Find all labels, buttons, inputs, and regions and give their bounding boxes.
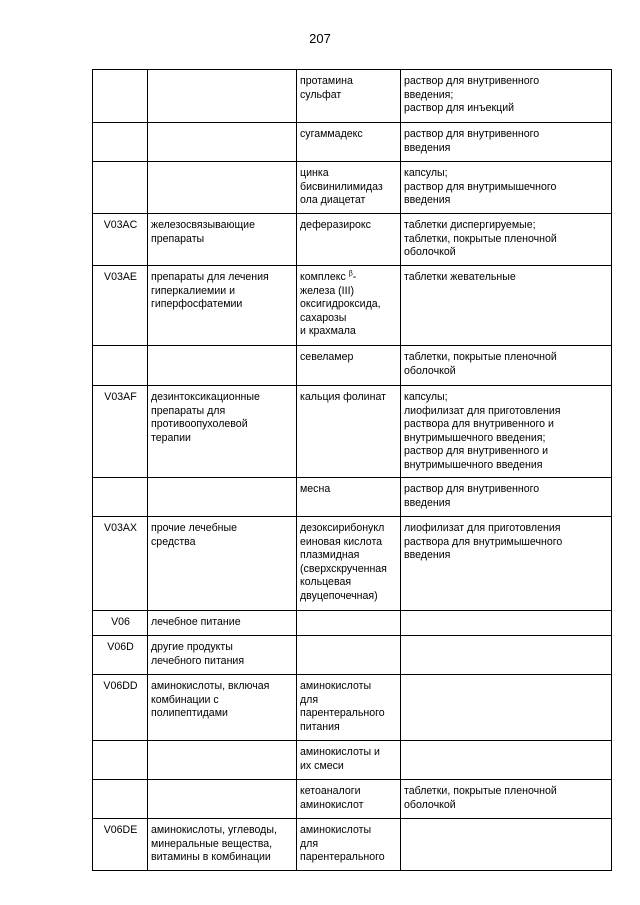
atc-code-cell: V06DD: [93, 675, 148, 741]
table-row: [93, 162, 612, 214]
atc-code-cell: [93, 741, 148, 780]
atc-code-cell: V03AC: [93, 214, 148, 266]
dosage-form-cell: капсулы; лиофилизат для приготовления раствора для внутривенного и внутримышечного введения; раствор для внутривенного и внутримышечного введения: [401, 386, 612, 478]
table-row: [93, 780, 612, 819]
dosage-form-cell: [401, 675, 612, 741]
table-row: [93, 70, 612, 123]
atc-code-cell: V06DE: [93, 819, 148, 871]
drug-name-cell: [297, 636, 401, 675]
group-cell: аминокислоты, включая комбинации с полипептидами: [148, 675, 297, 741]
table-row: [93, 819, 612, 871]
table-row: [93, 741, 612, 780]
drug-name-cell: месна: [297, 478, 401, 517]
dosage-form-cell: [401, 819, 612, 871]
table-row: [93, 611, 612, 636]
drug-name-cell: аминокислоты для парентерального: [297, 819, 401, 871]
group-cell: [148, 123, 297, 162]
drug-name-cell: кетоаналоги аминокислот: [297, 780, 401, 819]
dosage-form-cell: таблетки, покрытые пленочной оболочкой: [401, 780, 612, 819]
dosage-form-cell: раствор для внутривенного введения: [401, 478, 612, 517]
table-row: [93, 123, 612, 162]
drug-name-cell: протамина сульфат: [297, 70, 401, 123]
drug-name-cell: севеламер: [297, 346, 401, 386]
table-row: [93, 478, 612, 517]
table-row: [93, 266, 612, 346]
atc-code-cell: V03AF: [93, 386, 148, 478]
group-cell: [148, 780, 297, 819]
drug-name-cell: сугаммадекс: [297, 123, 401, 162]
atc-code-cell: [93, 162, 148, 214]
group-cell: лечебное питание: [148, 611, 297, 636]
table-row: [93, 675, 612, 741]
group-cell: [148, 346, 297, 386]
drug-table: [92, 69, 612, 871]
group-cell: [148, 162, 297, 214]
atc-code-cell: V03AE: [93, 266, 148, 346]
table-row: [93, 517, 612, 611]
page-number: 207: [309, 31, 331, 46]
group-cell: железосвязывающие препараты: [148, 214, 297, 266]
beta-superscript: β: [348, 270, 353, 278]
dosage-form-cell: раствор для внутривенного введения; раствор для инъекций: [401, 70, 612, 123]
dosage-form-cell: [401, 636, 612, 675]
atc-code-cell: V06: [93, 611, 148, 636]
drug-name-cell: кальция фолинат: [297, 386, 401, 478]
dosage-form-cell: раствор для внутривенного введения: [401, 123, 612, 162]
atc-code-cell: V06D: [93, 636, 148, 675]
drug-name-cell: деферазирокс: [297, 214, 401, 266]
group-cell: другие продукты лечебного питания: [148, 636, 297, 675]
drug-name-cell: [297, 611, 401, 636]
atc-code-cell: [93, 346, 148, 386]
group-cell: препараты для лечения гиперкалиемии и гиперфосфатемии: [148, 266, 297, 346]
group-cell: [148, 70, 297, 123]
group-cell: [148, 741, 297, 780]
dosage-form-cell: капсулы; раствор для внутримышечного введения: [401, 162, 612, 214]
dosage-form-cell: таблетки жевательные: [401, 266, 612, 346]
group-cell: дезинтоксикационные препараты для противоопухолевой терапии: [148, 386, 297, 478]
dosage-form-cell: таблетки диспергируемые; таблетки, покрытые пленочной оболочкой: [401, 214, 612, 266]
drug-name-cell: дезоксирибонукл еиновая кислота плазмидная (сверхскрученная кольцевая двуцепочечная): [297, 517, 401, 611]
atc-code-cell: V03AX: [93, 517, 148, 611]
atc-code-cell: [93, 478, 148, 517]
dosage-form-cell: лиофилизат для приготовления раствора для внутримышечного введения: [401, 517, 612, 611]
table-row: [93, 386, 612, 478]
drug-name-cell: цинка бисвинилимидаз ола диацетат: [297, 162, 401, 214]
dosage-form-cell: таблетки, покрытые пленочной оболочкой: [401, 346, 612, 386]
dosage-form-cell: [401, 611, 612, 636]
group-cell: аминокислоты, углеводы, минеральные вещества, витамины в комбинации: [148, 819, 297, 871]
atc-code-cell: [93, 70, 148, 123]
drug-name-part: - железа (III) оксигидроксида, сахарозы и крахмала: [300, 271, 381, 338]
atc-code-cell: [93, 780, 148, 819]
drug-name-cell: аминокислоты для парентерального питания: [297, 675, 401, 741]
drug-name-cell: [297, 266, 401, 346]
drug-name-cell: аминокислоты и их смеси: [297, 741, 401, 780]
table-row: [93, 636, 612, 675]
atc-code-cell: [93, 123, 148, 162]
table-row: [93, 346, 612, 386]
dosage-form-cell: [401, 741, 612, 780]
table-row: [93, 214, 612, 266]
group-cell: прочие лечебные средства: [148, 517, 297, 611]
drug-name-part: комплекс: [300, 271, 349, 283]
group-cell: [148, 478, 297, 517]
